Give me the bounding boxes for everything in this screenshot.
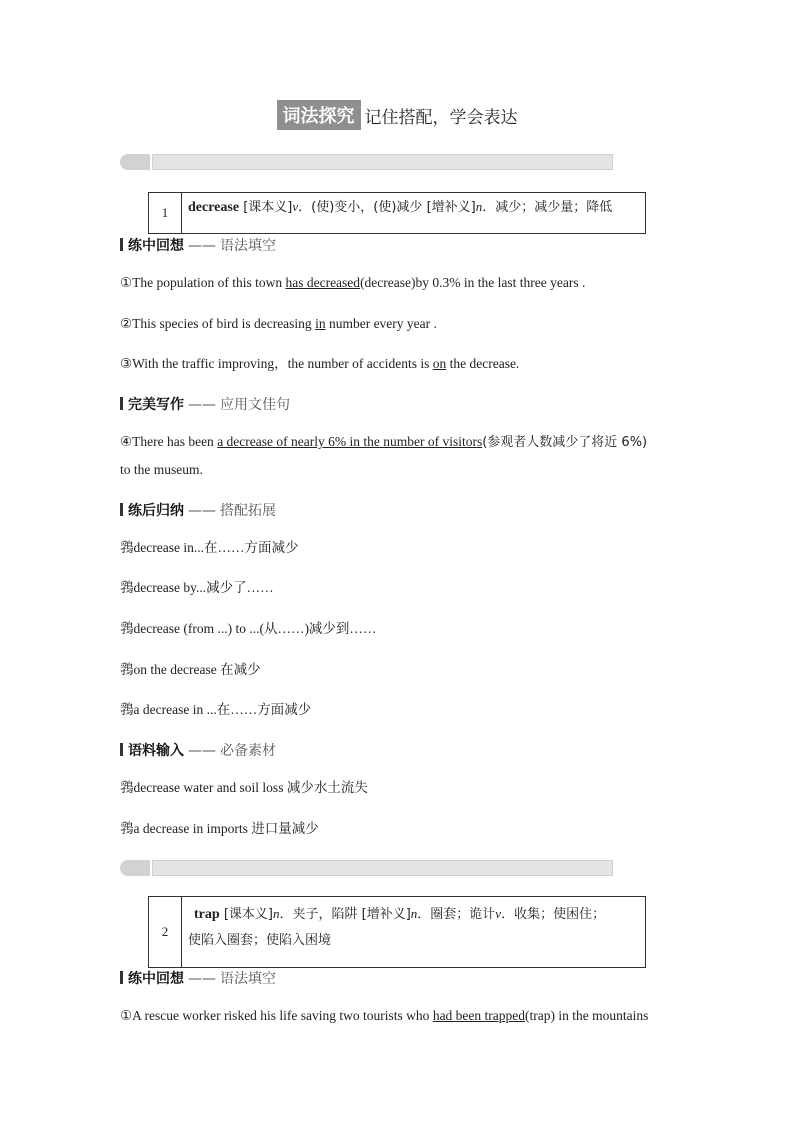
meaning: ．夹子，陷阱 bbox=[279, 907, 358, 922]
tag-textbook: [课本义] bbox=[243, 200, 293, 215]
meaning: ．减少；减少量；降低 bbox=[482, 200, 613, 215]
section-title: 完美写作 bbox=[128, 397, 184, 413]
section-title: 练中回想 bbox=[128, 971, 184, 987]
section-subtitle: 搭配拓展 bbox=[220, 503, 276, 519]
sentence: ④There has been a decrease of nearly 6% in the number of visitors(参观者人数减少了将近 6%) bbox=[120, 434, 648, 450]
dash: —— bbox=[188, 397, 216, 413]
word-entry-box bbox=[148, 192, 646, 234]
section-heading bbox=[120, 740, 276, 760]
sentence: ①The population of this town has decreased(decrease)by 0.3% in the last three years . bbox=[120, 275, 586, 290]
entry-word: trap bbox=[194, 907, 220, 922]
entry-definition bbox=[182, 193, 645, 233]
dash: —— bbox=[188, 238, 216, 254]
divider-bar bbox=[120, 860, 613, 876]
entry-word: decrease bbox=[188, 200, 240, 215]
entry-definition-line2: 使陷入圈套；使陷入困境 bbox=[188, 933, 332, 948]
divider-bar bbox=[120, 154, 613, 170]
material-item: 䳕decrease water and soil loss 减少水土流失 bbox=[120, 780, 368, 795]
pos: v bbox=[495, 906, 502, 921]
material-item: 䳕a decrease in imports 进口量减少 bbox=[120, 821, 319, 836]
collocation-item: 䳕decrease in...在……方面减少 bbox=[120, 540, 299, 555]
section-subtitle: 应用文佳句 bbox=[220, 397, 290, 413]
entry-number: 1 bbox=[149, 193, 182, 233]
tag-extra: [增补义] bbox=[426, 200, 476, 215]
section-title: 练中回想 bbox=[128, 238, 184, 254]
word-entry-box bbox=[148, 896, 646, 968]
section-heading bbox=[120, 500, 276, 520]
entry-definition bbox=[182, 897, 645, 967]
answer: a decrease of nearly 6% in the number of visitors bbox=[217, 434, 483, 449]
collocation-item: 䳕decrease by...减少了…… bbox=[120, 580, 274, 595]
pos: v bbox=[292, 199, 299, 214]
pos: n bbox=[272, 906, 280, 921]
answer: in bbox=[315, 316, 326, 331]
sentence: ①A rescue worker risked his life saving two tourists who had been trapped(trap) in the mountains bbox=[120, 1008, 649, 1023]
tag-extra: [增补义] bbox=[361, 907, 411, 922]
collocation-item: 䳕decrease (from ...) to ...(从……)减少到…… bbox=[120, 621, 377, 636]
collocation-item: 䳕a decrease in ...在……方面减少 bbox=[120, 702, 312, 717]
collocation-item: 䳕on the decrease 在减少 bbox=[120, 662, 261, 677]
section-subtitle: 语法填空 bbox=[220, 971, 276, 987]
header-badge: 词法探究 bbox=[277, 100, 361, 130]
meaning: ．圈套；诡计 bbox=[417, 907, 496, 922]
entry-number: 2 bbox=[149, 897, 182, 967]
pos: n bbox=[410, 906, 418, 921]
section-heading bbox=[120, 394, 290, 414]
dash: —— bbox=[188, 743, 216, 759]
section-heading bbox=[120, 235, 276, 255]
meaning: ．收集；使困住； bbox=[501, 907, 606, 922]
section-subtitle: 必备素材 bbox=[220, 743, 276, 759]
section-title: 练后归纳 bbox=[128, 503, 184, 519]
section-subtitle: 语法填空 bbox=[220, 238, 276, 254]
answer: has decreased bbox=[285, 275, 361, 290]
answer: had been trapped bbox=[432, 1008, 526, 1023]
dash: —— bbox=[188, 971, 216, 987]
dash: —— bbox=[188, 503, 216, 519]
sentence: ③With the traffic improving，the number of accidents is on the decrease. bbox=[120, 356, 520, 371]
sentence: ②This species of bird is decreasing in number every year . bbox=[120, 316, 437, 331]
pos: n bbox=[475, 199, 483, 214]
section-heading bbox=[120, 968, 276, 988]
section-header bbox=[0, 100, 794, 130]
sentence-continued: to the museum. bbox=[120, 462, 203, 477]
tag-textbook: [课本义] bbox=[223, 907, 273, 922]
answer: on bbox=[432, 356, 447, 371]
section-title: 语料输入 bbox=[128, 743, 184, 759]
meaning: ．(使)变小，(使)减少 bbox=[298, 200, 423, 215]
header-subtitle: 记住搭配，学会表达 bbox=[364, 107, 518, 128]
